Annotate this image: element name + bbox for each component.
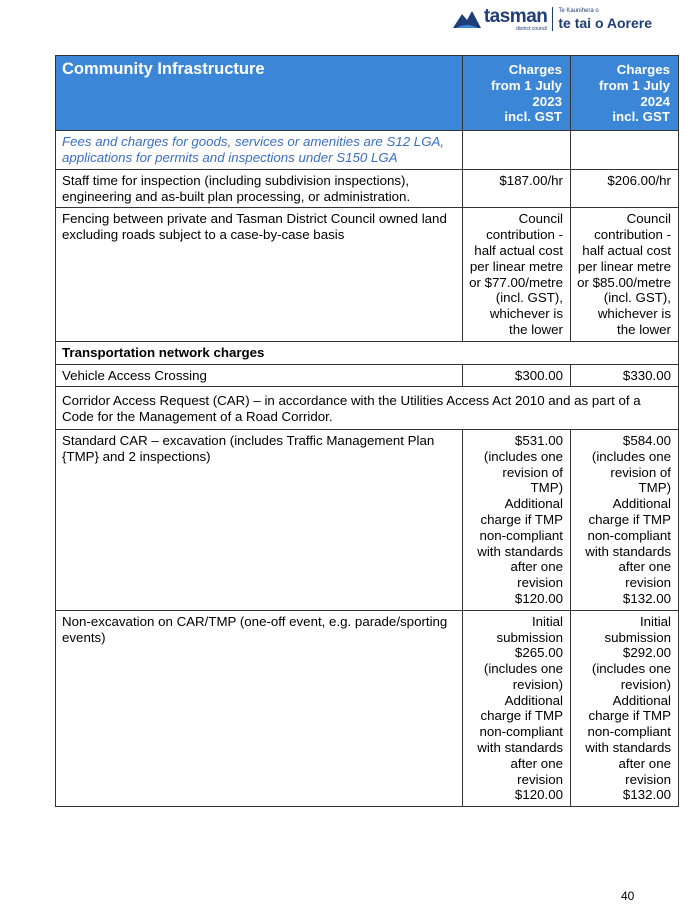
table-row bbox=[56, 610, 679, 807]
row-description: Staff time for inspection (including subdivision inspections), engineering and as-built plan processing, or administration. bbox=[56, 169, 463, 208]
charge-line: $132.00 bbox=[622, 590, 671, 606]
row-description: Vehicle Access Crossing bbox=[56, 364, 463, 387]
charge-line: Initial bbox=[531, 613, 563, 629]
charge-line: with standards bbox=[477, 740, 563, 756]
header-2024-line: incl. GST bbox=[612, 109, 670, 125]
charge-line: the lower bbox=[617, 321, 671, 337]
charge-line: whichever is bbox=[597, 306, 671, 322]
logo-sub: district council bbox=[515, 25, 548, 32]
charge-line: (incl. GST), bbox=[603, 290, 671, 306]
table-row bbox=[56, 364, 679, 387]
council-logo bbox=[452, 6, 652, 32]
charge-2024: $330.00 bbox=[571, 364, 679, 387]
section-row bbox=[56, 341, 679, 364]
charge-line: or $77.00/metre bbox=[469, 274, 563, 290]
header-2023 bbox=[463, 56, 571, 131]
row-description: Standard CAR – excavation (includes Traffic Management Plan {TMP} and 2 inspections) bbox=[56, 429, 463, 610]
charge-line: Council bbox=[626, 211, 671, 227]
charge-line: revision) bbox=[512, 676, 563, 692]
charge-line: (includes one bbox=[591, 448, 671, 464]
charge-line: whichever is bbox=[489, 306, 563, 322]
charge-line: contribution - bbox=[486, 227, 563, 243]
charge-line: Council bbox=[518, 211, 563, 227]
header-2023-line: Charges bbox=[508, 62, 562, 77]
charge-line: after one bbox=[618, 559, 671, 575]
charge-line: charge if TMP bbox=[480, 708, 563, 724]
charge-line: Additional bbox=[504, 692, 563, 708]
empty-cell bbox=[571, 131, 679, 170]
charge-line: (includes one bbox=[483, 661, 563, 677]
charge-2023 bbox=[463, 610, 571, 807]
logo-brand: tasman bbox=[483, 5, 548, 27]
charge-2023: $300.00 bbox=[463, 364, 571, 387]
empty-cell bbox=[463, 131, 571, 170]
charge-line: after one bbox=[510, 559, 563, 575]
table-header-row bbox=[56, 56, 679, 131]
charge-2023 bbox=[463, 208, 571, 341]
charge-line: contribution - bbox=[594, 227, 671, 243]
car-note: Corridor Access Request (CAR) – in accordance with the Utilities Access Act 2010 and as part of a Code for the Management of a Road Corridor. bbox=[56, 387, 679, 430]
charge-line: with standards bbox=[585, 543, 671, 559]
charge-2024 bbox=[571, 610, 679, 807]
charge-line: Additional bbox=[612, 496, 671, 512]
charge-line: (incl. GST), bbox=[495, 290, 563, 306]
table-title: Community Infrastructure bbox=[56, 56, 463, 131]
charge-line: revision) bbox=[620, 676, 671, 692]
header-2023-line: 2023 bbox=[532, 93, 562, 109]
charge-2024 bbox=[571, 208, 679, 341]
charge-2023 bbox=[463, 429, 571, 610]
table-row bbox=[56, 208, 679, 341]
charge-line: charge if TMP bbox=[588, 708, 671, 724]
charge-line: non-compliant bbox=[587, 724, 671, 740]
charge-line: the lower bbox=[509, 321, 563, 337]
charge-line: (includes one bbox=[591, 661, 671, 677]
charge-line: revision bbox=[517, 575, 563, 591]
charge-line: half actual cost bbox=[582, 242, 671, 258]
charge-line: revision of bbox=[610, 464, 671, 480]
charge-2024: $206.00/hr bbox=[571, 169, 679, 208]
charge-line: or $85.00/metre bbox=[577, 274, 671, 290]
charge-line: (includes one bbox=[483, 448, 563, 464]
table-row bbox=[56, 429, 679, 610]
charge-line: $531.00 bbox=[514, 432, 563, 448]
charge-line: Additional bbox=[612, 692, 671, 708]
header-2024-line: from 1 July bbox=[599, 77, 670, 93]
header-2024 bbox=[571, 56, 679, 131]
charge-line: charge if TMP bbox=[588, 511, 671, 527]
charge-line: revision bbox=[517, 771, 563, 787]
charge-line: revision of bbox=[502, 464, 563, 480]
mountain-logo-icon bbox=[452, 8, 482, 30]
charge-line: per linear metre bbox=[577, 258, 671, 274]
header-2024-line: 2024 bbox=[640, 93, 670, 109]
charge-line: with standards bbox=[477, 543, 563, 559]
charge-line: non-compliant bbox=[479, 527, 563, 543]
section-heading-transport: Transportation network charges bbox=[56, 341, 679, 364]
logo-maori-small: Te Kaunihera o bbox=[558, 8, 599, 14]
page-number: 40 bbox=[621, 889, 635, 903]
charge-line: with standards bbox=[585, 740, 671, 756]
charge-line: submission bbox=[604, 629, 671, 645]
header-2023-line: from 1 July bbox=[491, 77, 562, 93]
charge-line: per linear metre bbox=[469, 258, 563, 274]
charge-line: after one bbox=[510, 755, 563, 771]
charge-line: submission bbox=[496, 629, 563, 645]
charge-line: revision bbox=[625, 771, 671, 787]
charge-line: TMP) bbox=[638, 480, 671, 496]
charge-line: non-compliant bbox=[479, 724, 563, 740]
charge-line: Additional bbox=[504, 496, 563, 512]
charge-line: charge if TMP bbox=[480, 511, 563, 527]
charge-line: $265.00 bbox=[514, 645, 563, 661]
logo-divider bbox=[552, 7, 553, 31]
table-row bbox=[56, 169, 679, 208]
charge-line: after one bbox=[618, 755, 671, 771]
table-row bbox=[56, 387, 679, 430]
charge-line: TMP) bbox=[530, 480, 563, 496]
charge-line: $132.00 bbox=[622, 787, 671, 803]
charge-2024 bbox=[571, 429, 679, 610]
table-row bbox=[56, 131, 679, 170]
charge-line: $292.00 bbox=[622, 645, 671, 661]
charge-line: revision bbox=[625, 575, 671, 591]
intro-note: Fees and charges for goods, services or amenities are S12 LGA, applications for permits and inspections under S150 LGA bbox=[56, 131, 463, 170]
row-description: Fencing between private and Tasman District Council owned land excluding roads subject to a case-by-case basis bbox=[56, 208, 463, 341]
header-2023-line: incl. GST bbox=[504, 109, 562, 125]
charge-line: $120.00 bbox=[514, 787, 563, 803]
fees-table bbox=[55, 55, 679, 807]
charge-2023: $187.00/hr bbox=[463, 169, 571, 208]
charge-line: non-compliant bbox=[587, 527, 671, 543]
charge-line: $120.00 bbox=[514, 590, 563, 606]
charge-line: Initial bbox=[639, 613, 671, 629]
header-2024-line: Charges bbox=[616, 62, 670, 77]
charge-line: half actual cost bbox=[474, 242, 563, 258]
row-description: Non-excavation on CAR/TMP (one-off event, e.g. parade/sporting events) bbox=[56, 610, 463, 807]
logo-maori-large: te tai o Aorere bbox=[558, 15, 652, 31]
charge-line: $584.00 bbox=[622, 432, 671, 448]
